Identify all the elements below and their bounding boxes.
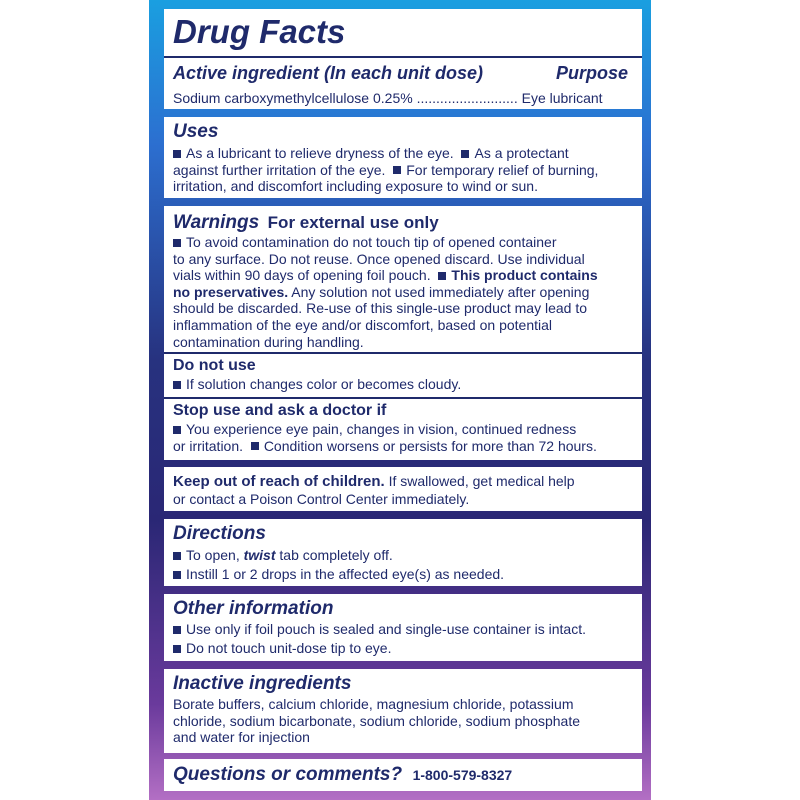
directions-item-1-pre: To open, [186,547,240,563]
other-info-item-2-text: Do not touch unit-dose tip to eye. [186,640,392,656]
title-active-panel [164,9,642,109]
do-not-use-text: If solution changes color or becomes cloudy. [186,376,462,392]
bullet-icon [173,626,181,634]
active-ingredient-heading: Active ingredient (In each unit dose) [173,63,484,83]
bullet-icon [173,552,181,560]
active-ingredient-name: Sodium carboxymethylcellulose 0.25% [173,90,413,106]
bullet-icon [173,645,181,653]
directions-panel [164,519,642,586]
bullet-icon [173,150,181,158]
stop-use-heading: Stop use and ask a doctor if [173,402,387,419]
stop-use-list: You experience eye pain, changes in vision, continued redness or irritation. Condition worsens or persists for more than 72 hours. [173,421,597,454]
bullet-icon [251,442,259,450]
directions-item-1 [173,547,393,564]
questions-phone: 1-800-579-8327 [412,767,513,783]
uses-list: As a lubricant to relieve dryness of the eye. As a protectant against further irritation of the eye. For temporary relief of burning, irritation, and discomfort including exposure to wind or sun. [173,145,599,195]
other-info-heading: Other information [173,598,334,619]
other-info-item-1-text: Use only if foil pouch is sealed and single-use container is intact. [186,621,586,637]
bullet-icon [173,239,181,247]
warnings-subheading: For external use only [267,213,439,232]
questions-panel [164,759,642,791]
bullet-icon [173,426,181,434]
warnings-text: To avoid contamination do not touch tip of opened container to any surface. Do not reuse. Once opened discard. Use individual vials within 90 days of opening foil pouch. This product contains no preservatives. Any solution not used immediately after opening should be discarded. Re-use of this single-use product may lead to inflammation of the eye and/or discomfort, based on potential contamination during handling. [173,234,598,350]
uses-heading: Uses [173,121,219,142]
do-not-use-item [173,376,461,393]
stop-use-rule [164,397,642,399]
active-ingredient-purpose: Eye lubricant [521,90,603,106]
bullet-icon [173,571,181,579]
other-info-item-1 [173,621,586,638]
warnings-heading: Warnings [173,212,260,233]
keep-out-text-block: Keep out of reach of children. If swallowed, get medical help or contact a Poison Control Center immediately. [173,473,575,507]
bullet-icon [461,150,469,158]
directions-item-2-text: Instill 1 or 2 drops in the affected eye(s) as needed. [186,566,505,582]
inactive-text-block: Borate buffers, calcium chloride, magnesium chloride, potassium chloride, sodium bicarbonate, sodium chloride, sodium phosphate and water for injection [173,696,581,746]
inactive-panel [164,669,642,753]
do-not-use-heading: Do not use [173,357,256,374]
keep-out-heading: Keep out of reach of children. [173,473,385,490]
directions-item-1-post: tab completely off. [279,547,393,563]
questions-heading: Questions or comments? [173,764,403,785]
inactive-heading: Inactive ingredients [173,673,352,694]
title-rule [164,56,642,58]
other-info-panel [164,594,642,661]
leader-dots: .......................... [416,90,518,106]
warnings-heading-row [173,212,439,234]
warnings-panel [164,206,642,460]
other-info-item-2 [173,640,391,657]
uses-panel [164,117,642,198]
questions-row [173,764,512,786]
directions-item-2 [173,566,504,583]
keep-out-panel [164,467,642,511]
directions-heading: Directions [173,523,266,544]
bullet-icon [438,272,446,280]
drug-facts-title: Drug Facts [173,13,346,50]
purpose-heading: Purpose [555,63,628,83]
bullet-icon [393,166,401,174]
directions-item-1-em: twist [243,547,276,563]
do-not-use-rule [164,352,642,354]
active-ingredient-row [173,90,603,107]
bullet-icon [173,381,181,389]
